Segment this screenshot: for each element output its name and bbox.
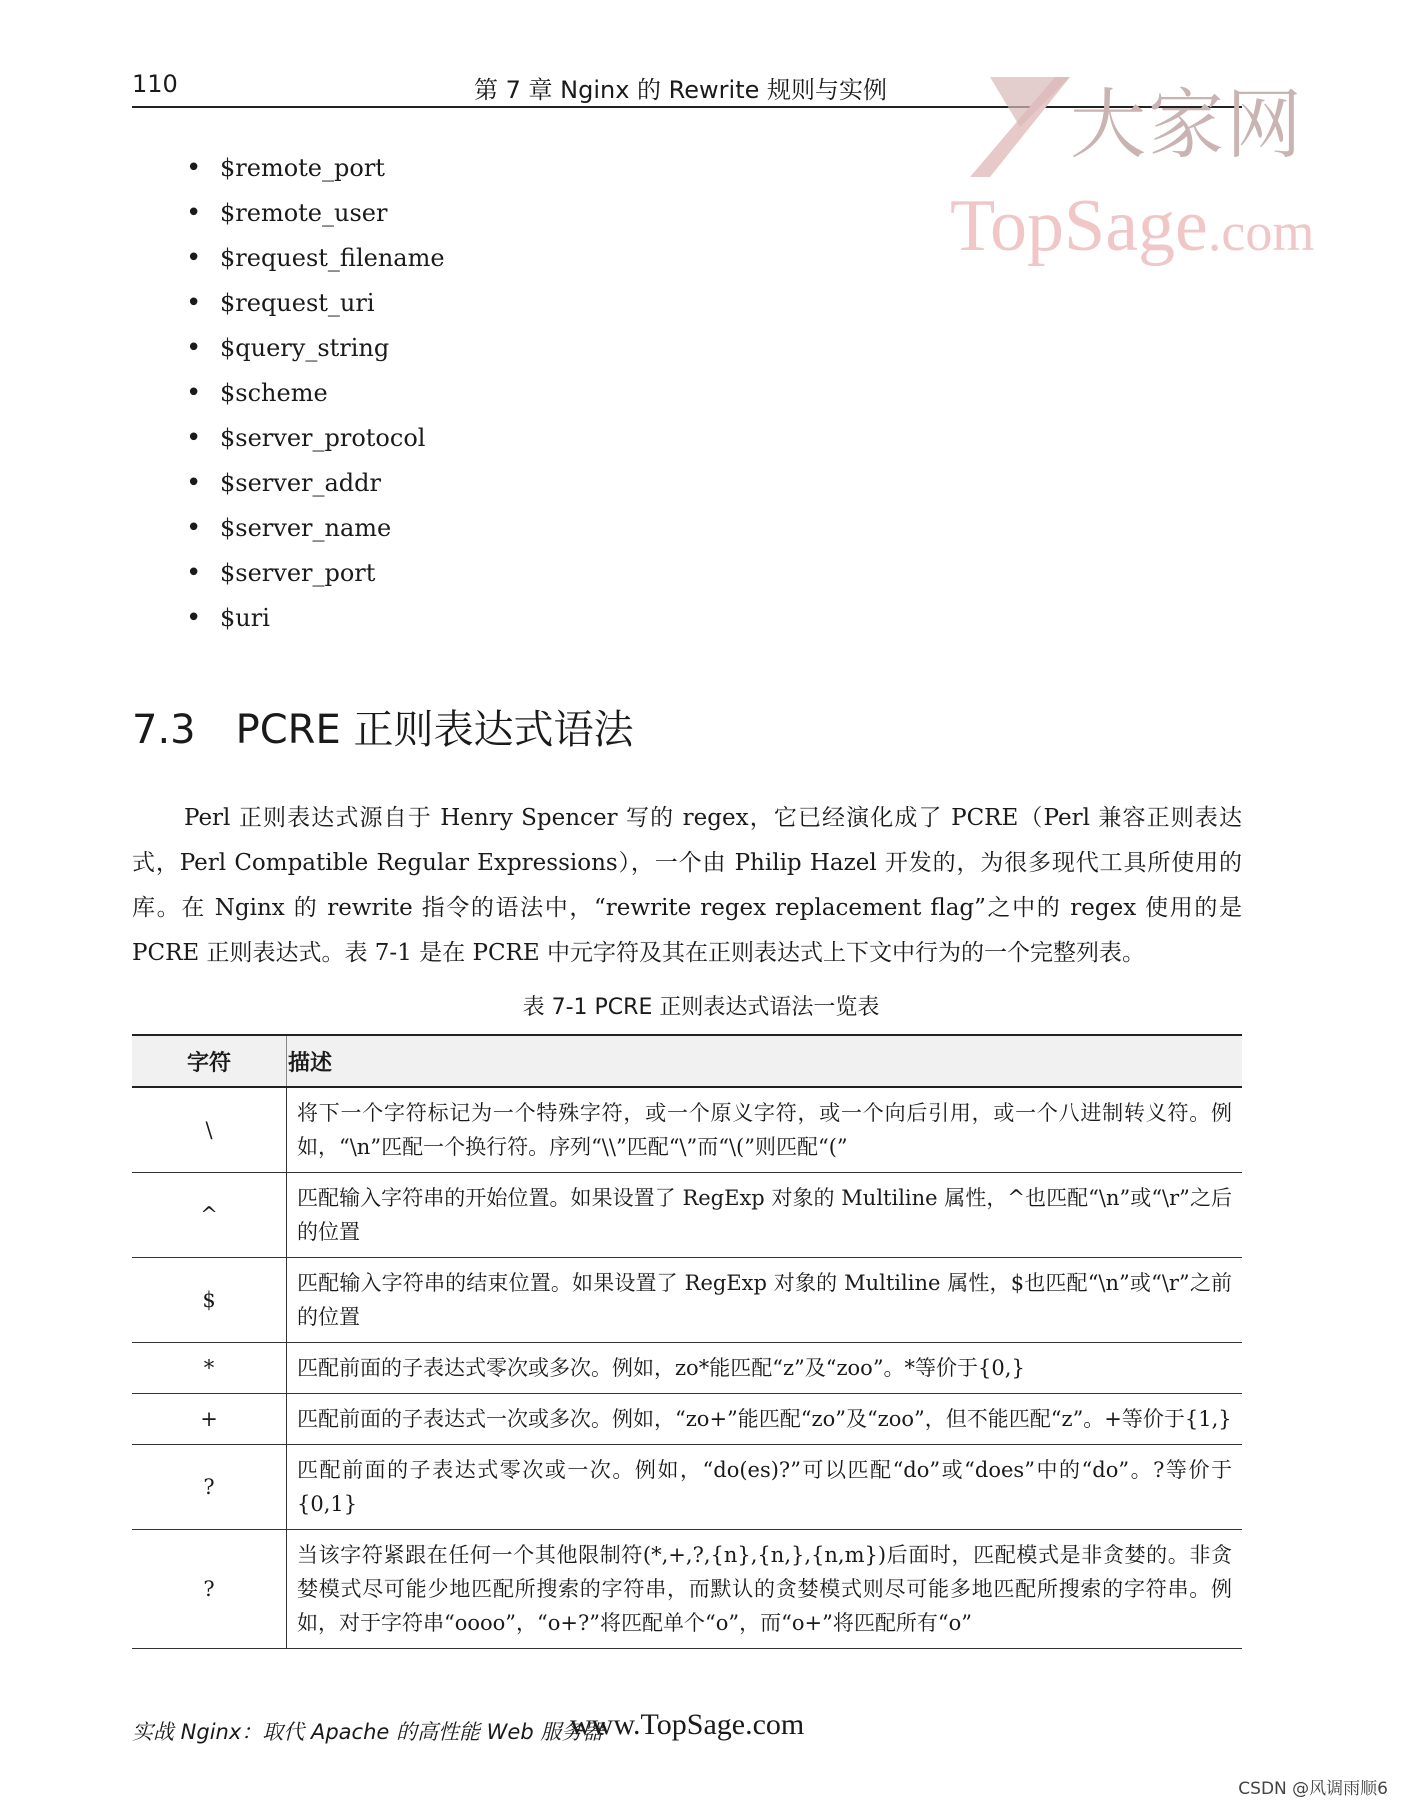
desc-cell: 当该字符紧跟在任何一个其他限制符(*,+,?,{n},{n,},{n,m})后面时，匹配模式是非贪婪的。非贪婪模式尽可能少地匹配所搜索的字符串，而默认的贪婪模式则尽可能多地匹配所搜索的字符串。例如，对于字符串“oooo”，“o+?”将匹配单个“o”，而“o+”将匹配所有“o” xyxy=(287,1530,1243,1649)
list-item: • $server_addr xyxy=(186,463,445,508)
list-item: • $scheme xyxy=(186,373,445,418)
table-row xyxy=(132,1530,1242,1649)
table-row xyxy=(132,1173,1242,1258)
watermark-tld: .com xyxy=(1207,202,1315,262)
page-header xyxy=(132,66,1242,108)
section-title-text: PCRE 正则表达式语法 xyxy=(235,707,634,753)
char-cell: + xyxy=(132,1394,287,1445)
section-number: 7.3 xyxy=(132,707,196,753)
table-row xyxy=(132,1445,1242,1530)
table-row xyxy=(132,1343,1242,1394)
header-desc: 描述 xyxy=(287,1035,1243,1087)
char-cell: \ xyxy=(132,1087,287,1173)
char-cell: ^ xyxy=(132,1173,287,1258)
list-item: • $remote_user xyxy=(186,193,445,238)
char-cell: $ xyxy=(132,1258,287,1343)
desc-cell: 匹配输入字符串的开始位置。如果设置了 RegExp 对象的 Multiline 属性，^也匹配“\n”或“\r”之后的位置 xyxy=(287,1173,1243,1258)
header-char: 字符 xyxy=(132,1035,287,1087)
list-item: • $remote_port xyxy=(186,148,445,193)
page-number: 110 xyxy=(132,70,178,98)
body-paragraph: Perl 正则表达式源自于 Henry Spencer 写的 regex，它已经演化成了 PCRE（Perl 兼容正则表达式，Perl Compatible Regular Expressions），一个由 Philip Hazel 开发的，为很多现代工具所使用的库。在 Nginx 的 rewrite 指令的语法中，“rewrite regex replacement flag”之中的 regex 使用的是 PCRE 正则表达式。表 7-1 是在 PCRE 中元字符及其在正则表达式上下文中行为的一个完整列表。 xyxy=(132,805,1242,966)
list-item: • $request_filename xyxy=(186,238,445,283)
table-caption: 表 7-1 PCRE 正则表达式语法一览表 xyxy=(522,995,880,1020)
table-row xyxy=(132,1087,1242,1173)
watermark-chinese: 大家网 xyxy=(1070,80,1304,169)
list-item: • $uri xyxy=(186,598,445,643)
char-cell: ? xyxy=(132,1445,287,1530)
table-row xyxy=(132,1394,1242,1445)
desc-cell: 将下一个字符标记为一个特殊字符，或一个原义字符，或一个向后引用，或一个八进制转义符。例如，“\n”匹配一个换行符。序列“\\”匹配“\”而“\(”则匹配“(” xyxy=(287,1087,1243,1173)
list-item: • $server_protocol xyxy=(186,418,445,463)
footer-url: www.TopSage.com xyxy=(570,1708,805,1741)
desc-cell: 匹配前面的子表达式零次或多次。例如，zo*能匹配“z”及“zoo”。*等价于{0,} xyxy=(287,1343,1243,1394)
list-item: • $server_port xyxy=(186,553,445,598)
list-item: • $request_uri xyxy=(186,283,445,328)
list-item: • $server_name xyxy=(186,508,445,553)
desc-cell: 匹配前面的子表达式一次或多次。例如，“zo+”能匹配“zo”及“zoo”，但不能匹配“z”。+等价于{1,} xyxy=(287,1394,1243,1445)
table-header-row xyxy=(132,1035,1242,1087)
desc-cell: 匹配前面的子表达式零次或一次。例如，“do(es)?”可以匹配“do”或“does”中的“do”。?等价于{0,1} xyxy=(287,1445,1243,1530)
csdn-credit: CSDN @风调雨顺6 xyxy=(1238,1779,1388,1799)
list-item: • $query_string xyxy=(186,328,445,373)
watermark-brand-name: TopSage xyxy=(950,185,1208,267)
watermark-brand xyxy=(950,184,1314,269)
char-cell: ? xyxy=(132,1530,287,1649)
pcre-syntax-table xyxy=(132,1034,1242,1649)
variable-list xyxy=(186,148,445,643)
table-row xyxy=(132,1258,1242,1343)
desc-cell: 匹配输入字符串的结束位置。如果设置了 RegExp 对象的 Multiline 属性，$也匹配“\n”或“\r”之前的位置 xyxy=(287,1258,1243,1343)
footer-book-title: 实战 Nginx：取代 Apache 的高性能 Web 服务器 xyxy=(132,1720,604,1744)
chapter-title: 第 7 章 Nginx 的 Rewrite 规则与实例 xyxy=(474,76,888,104)
section-heading xyxy=(132,698,633,755)
char-cell: * xyxy=(132,1343,287,1394)
